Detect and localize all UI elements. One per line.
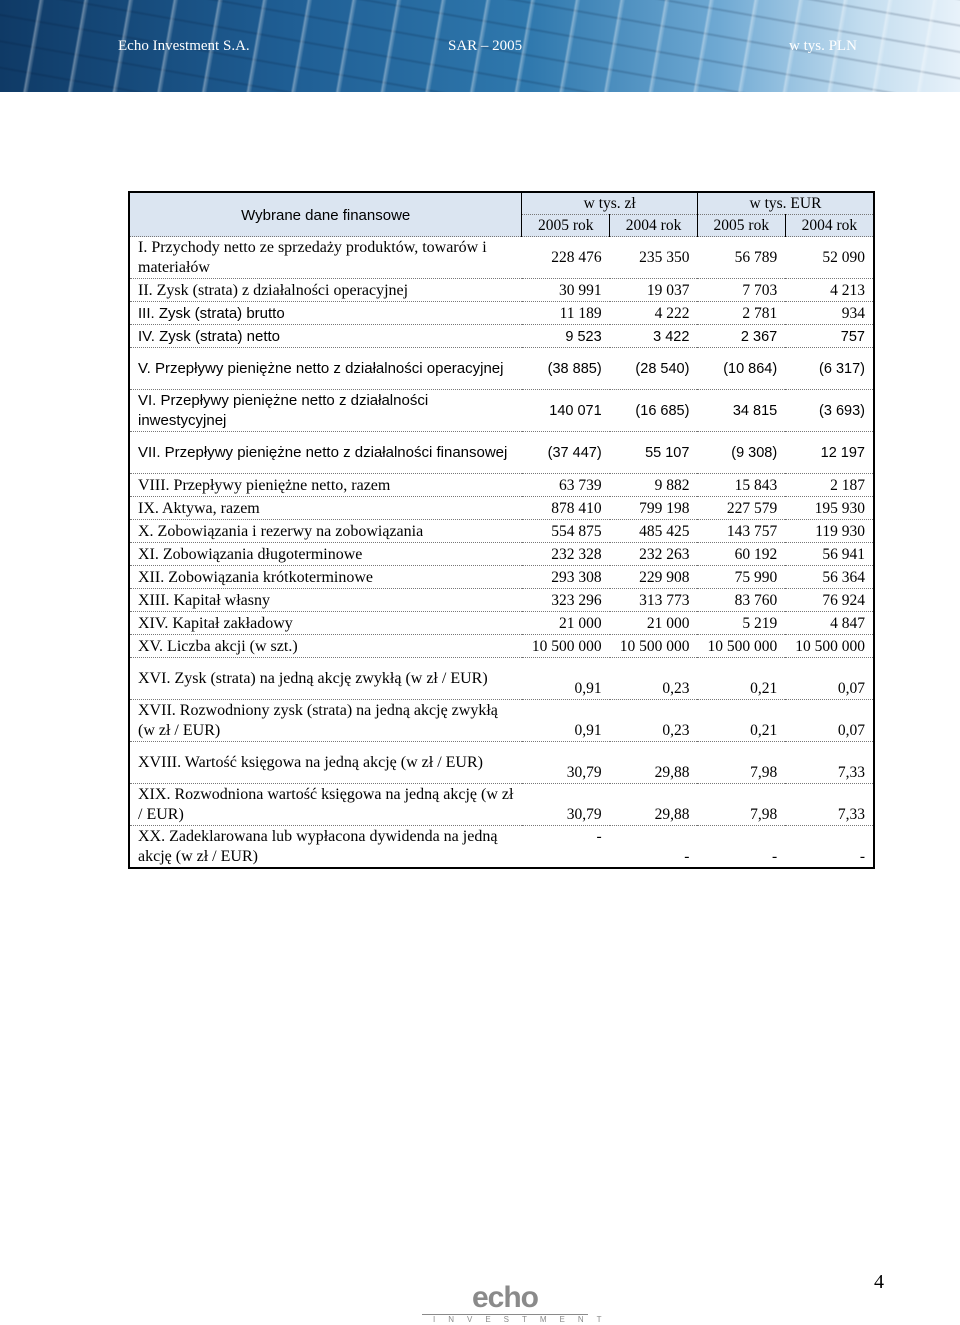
row-label: VI. Przepływy pieniężne netto z działalności inwestycyjnej	[129, 390, 522, 432]
cell-value: (28 540)	[610, 348, 698, 390]
cell-value: 4 222	[610, 302, 698, 325]
header-company: Echo Investment S.A.	[118, 38, 250, 54]
cell-value: 0,21	[697, 658, 785, 700]
cell-value: 7 703	[697, 279, 785, 302]
table-row	[129, 700, 874, 742]
cell-value: 56 789	[697, 237, 785, 279]
cell-value: 56 941	[785, 543, 874, 566]
row-label: XIV. Kapitał zakładowy	[129, 612, 522, 635]
table-row	[129, 497, 874, 520]
table-row	[129, 390, 874, 432]
table-row	[129, 237, 874, 279]
table-row	[129, 348, 874, 390]
cell-value: 0,21	[697, 700, 785, 742]
cell-value: 10 500 000	[610, 635, 698, 658]
cell-value: 323 296	[522, 589, 610, 612]
row-label: II. Zysk (strata) z działalności operacyjnej	[129, 279, 522, 302]
financial-data-table	[128, 191, 875, 869]
echo-investment-logo	[420, 1281, 615, 1325]
cell-value: 0,91	[522, 700, 610, 742]
cell-value: (6 317)	[785, 348, 874, 390]
cell-value: 7,33	[785, 784, 874, 826]
cell-value: 56 364	[785, 566, 874, 589]
cell-value: 75 990	[697, 566, 785, 589]
cell-value: 29,88	[610, 784, 698, 826]
table-row	[129, 520, 874, 543]
row-label: VII. Przepływy pieniężne netto z działalności finansowej	[129, 432, 522, 474]
table-row	[129, 784, 874, 826]
row-label: XX. Zadeklarowana lub wypłacona dywidenda na jedną akcję (w zł / EUR)	[129, 826, 522, 869]
cell-value: 878 410	[522, 497, 610, 520]
logo-word: echo	[471, 1281, 539, 1314]
cell-value: (16 685)	[610, 390, 698, 432]
row-label: XII. Zobowiązania krótkoterminowe	[129, 566, 522, 589]
currency-header-eur: w tys. EUR	[697, 192, 874, 215]
row-label: XVII. Rozwodniony zysk (strata) na jedną akcję zwykłą (w zł / EUR)	[129, 700, 522, 742]
row-label: V. Przepływy pieniężne netto z działalności operacyjnej	[129, 348, 522, 390]
header-report: SAR – 2005	[448, 38, 523, 54]
cell-value: 12 197	[785, 432, 874, 474]
cell-value: 19 037	[610, 279, 698, 302]
row-label: XIX. Rozwodniona wartość księgowa na jedną akcję (w zł / EUR)	[129, 784, 522, 826]
cell-value: 76 924	[785, 589, 874, 612]
cell-value: (3 693)	[785, 390, 874, 432]
row-label: XIII. Kapitał własny	[129, 589, 522, 612]
logo-subtitle: INVESTMENT	[433, 1315, 615, 1324]
cell-value: 293 308	[522, 566, 610, 589]
row-label: VIII. Przepływy pieniężne netto, razem	[129, 474, 522, 497]
cell-value: 52 090	[785, 237, 874, 279]
year-header: 2005 rok	[697, 215, 785, 237]
cell-value: 119 930	[785, 520, 874, 543]
cell-value: 21 000	[610, 612, 698, 635]
cell-value: (38 885)	[522, 348, 610, 390]
table-row	[129, 635, 874, 658]
cell-value: 10 500 000	[785, 635, 874, 658]
cell-value: -	[697, 826, 785, 869]
cell-value: 83 760	[697, 589, 785, 612]
table-row	[129, 543, 874, 566]
year-header: 2005 rok	[522, 215, 610, 237]
table-row	[129, 589, 874, 612]
cell-value: 0,23	[610, 658, 698, 700]
cell-value: 195 930	[785, 497, 874, 520]
cell-value: 29,88	[610, 742, 698, 784]
cell-value: 3 422	[610, 325, 698, 348]
table-row	[129, 279, 874, 302]
row-label: X. Zobowiązania i rezerwy na zobowiązania	[129, 520, 522, 543]
cell-value: 21 000	[522, 612, 610, 635]
row-label: I. Przychody netto ze sprzedaży produktów, towarów i materiałów	[129, 237, 522, 279]
table-row	[129, 302, 874, 325]
cell-value: 235 350	[610, 237, 698, 279]
cell-value: 60 192	[697, 543, 785, 566]
cell-value: 4 213	[785, 279, 874, 302]
table-row	[129, 474, 874, 497]
cell-value: 5 219	[697, 612, 785, 635]
table-row	[129, 612, 874, 635]
page-number: 4	[874, 1271, 884, 1293]
cell-value: 4 847	[785, 612, 874, 635]
cell-value: 143 757	[697, 520, 785, 543]
table-row	[129, 432, 874, 474]
cell-value: 63 739	[522, 474, 610, 497]
cell-value: 9 882	[610, 474, 698, 497]
year-header: 2004 rok	[610, 215, 698, 237]
currency-header-pln: w tys. zł	[522, 192, 698, 215]
cell-value: 15 843	[697, 474, 785, 497]
row-label: IV. Zysk (strata) netto	[129, 325, 522, 348]
table-row	[129, 826, 874, 869]
cell-value: -	[522, 826, 610, 869]
row-label: IX. Aktywa, razem	[129, 497, 522, 520]
cell-value: 34 815	[697, 390, 785, 432]
cell-value: 232 328	[522, 543, 610, 566]
cell-value: 2 187	[785, 474, 874, 497]
cell-value: 485 425	[610, 520, 698, 543]
cell-value: 313 773	[610, 589, 698, 612]
cell-value: 0,23	[610, 700, 698, 742]
cell-value: (9 308)	[697, 432, 785, 474]
cell-value: 0,91	[522, 658, 610, 700]
cell-value: 7,98	[697, 784, 785, 826]
cell-value: -	[785, 826, 874, 869]
header-banner	[0, 0, 960, 92]
table-title: Wybrane dane finansowe	[129, 192, 522, 237]
cell-value: 11 189	[522, 302, 610, 325]
cell-value: 229 908	[610, 566, 698, 589]
row-label: III. Zysk (strata) brutto	[129, 302, 522, 325]
cell-value: 228 476	[522, 237, 610, 279]
cell-value: (10 864)	[697, 348, 785, 390]
cell-value: 7,98	[697, 742, 785, 784]
cell-value: 934	[785, 302, 874, 325]
cell-value: -	[610, 826, 698, 869]
cell-value: 799 198	[610, 497, 698, 520]
cell-value: 30,79	[522, 784, 610, 826]
cell-value: 140 071	[522, 390, 610, 432]
cell-value: 7,33	[785, 742, 874, 784]
cell-value: 554 875	[522, 520, 610, 543]
table-row	[129, 658, 874, 700]
cell-value: 232 263	[610, 543, 698, 566]
year-header: 2004 rok	[785, 215, 874, 237]
table-row	[129, 566, 874, 589]
row-label: XV. Liczba akcji (w szt.)	[129, 635, 522, 658]
cell-value: 9 523	[522, 325, 610, 348]
row-label: XVIII. Wartość księgowa na jedną akcję (w zł / EUR)	[129, 742, 522, 784]
cell-value: 2 367	[697, 325, 785, 348]
table-row	[129, 325, 874, 348]
cell-value: 227 579	[697, 497, 785, 520]
row-label: XVI. Zysk (strata) na jedną akcję zwykłą (w zł / EUR)	[129, 658, 522, 700]
table-row	[129, 742, 874, 784]
header-unit: w tys. PLN	[789, 38, 857, 54]
row-label: XI. Zobowiązania długoterminowe	[129, 543, 522, 566]
cell-value: 2 781	[697, 302, 785, 325]
cell-value: 0,07	[785, 700, 874, 742]
cell-value: 55 107	[610, 432, 698, 474]
cell-value: 0,07	[785, 658, 874, 700]
cell-value: 757	[785, 325, 874, 348]
cell-value: 10 500 000	[697, 635, 785, 658]
cell-value: (37 447)	[522, 432, 610, 474]
cell-value: 10 500 000	[522, 635, 610, 658]
cell-value: 30,79	[522, 742, 610, 784]
cell-value: 30 991	[522, 279, 610, 302]
